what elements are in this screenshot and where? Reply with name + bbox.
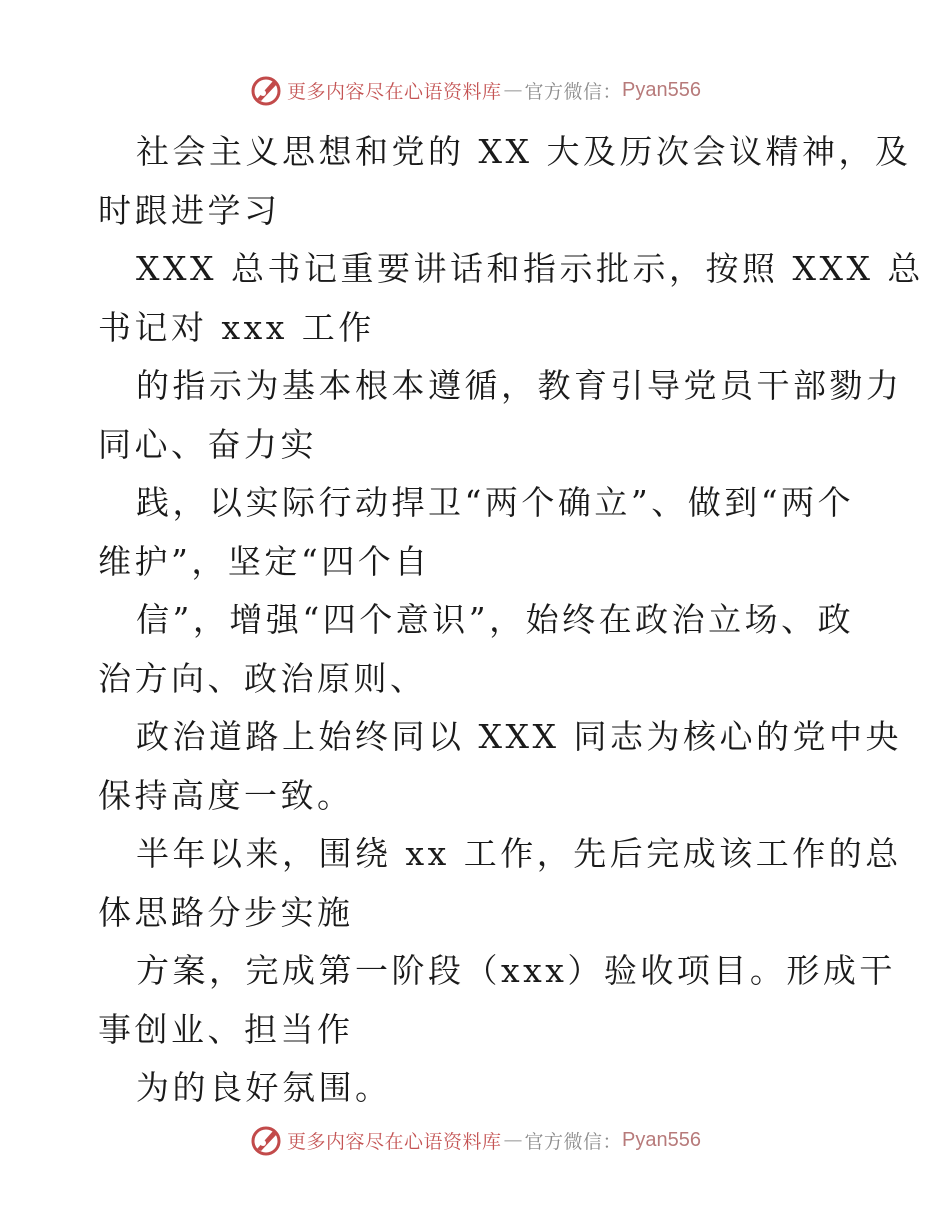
banner-label: 官方微信： [524, 80, 623, 103]
brush-logo-icon [249, 73, 283, 107]
body-line: 践，以实际行动捍卫“两个确立”、做到“两个 [136, 483, 855, 522]
body-line: 体思路分步实施 [98, 892, 354, 932]
body-line: 维护”，坚定“四个自 [98, 541, 431, 581]
body-line: 半年以来，围绕 xx 工作，先后完成该工作的总 [136, 834, 902, 873]
banner-label: 官方微信： [524, 1130, 623, 1153]
banner-main-text: 更多内容尽在心语资料库 [287, 1130, 502, 1153]
body-line: 的指示为基本根本遵循，教育引导党员干部勠力 [136, 366, 903, 405]
banner-wechat-id: Pyan556 [622, 78, 701, 101]
body-line: 书记对 xxx 工作 [98, 307, 375, 347]
body-line: 信”，增强“四个意识”，始终在政治立场、政 [136, 600, 855, 639]
body-line: 同心、奋力实 [98, 424, 317, 464]
body-line: 事创业、担当作 [98, 1009, 354, 1049]
banner-separator: — [503, 79, 523, 101]
body-line: 保持高度一致。 [98, 775, 354, 815]
body-line: 治方向、政治原则、 [98, 658, 427, 698]
body-line: 政治道路上始终同以 XXX 同志为核心的党中央 [136, 717, 902, 756]
body-line: 时跟进学习 [98, 190, 281, 230]
document-body [98, 123, 924, 1118]
body-line: 社会主义思想和党的 XX 大及历次会议精神，及 [136, 132, 912, 171]
banner-main-text: 更多内容尽在心语资料库 [287, 80, 502, 103]
body-line: 为的良好氛围。 [136, 1068, 392, 1107]
header-watermark-banner [0, 70, 950, 110]
body-line: XXX 总书记重要讲话和指示批示，按照 XXX 总 [136, 249, 924, 288]
brush-logo-icon [249, 1123, 283, 1157]
footer-watermark-banner [0, 1120, 950, 1160]
body-line: 方案，完成第一阶段（xxx）验收项目。形成干 [136, 951, 896, 990]
banner-wechat-id: Pyan556 [622, 1128, 701, 1151]
banner-separator: — [503, 1129, 523, 1151]
